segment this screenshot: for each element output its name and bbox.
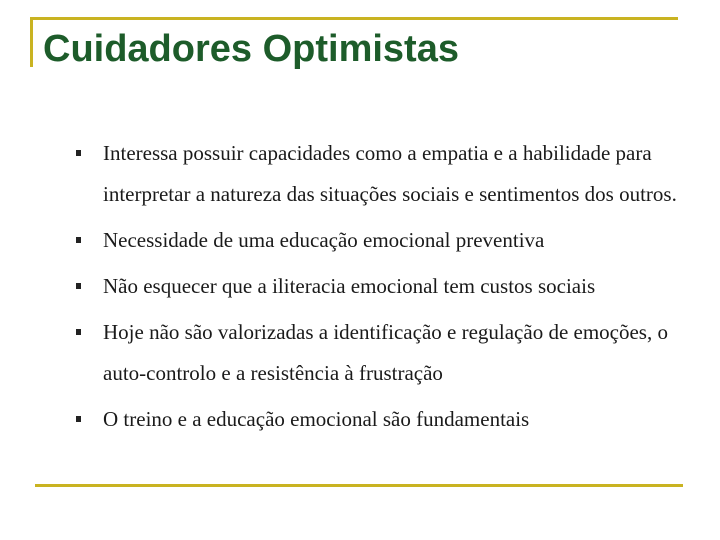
bullet-text: Necessidade de uma educação emocional preventiva <box>103 228 545 252</box>
left-accent-rule <box>30 17 33 67</box>
list-item <box>76 312 686 394</box>
bullet-list <box>76 133 686 445</box>
square-bullet-icon <box>76 329 81 335</box>
bullet-text: Hoje não são valorizadas a identificação e regulação de emoções, o auto-controlo e a resistência à frustração <box>103 320 668 385</box>
list-item <box>76 220 686 261</box>
bullet-text: O treino e a educação emocional são fundamentais <box>103 407 530 431</box>
square-bullet-icon <box>76 237 81 243</box>
bottom-accent-rule <box>35 484 683 487</box>
bullet-text: Não esquecer que a iliteracia emocional tem custos sociais <box>103 274 596 298</box>
square-bullet-icon <box>76 416 81 422</box>
bullet-text: Interessa possuir capacidades como a empatia e a habilidade para interpretar a natureza das situações sociais e sentimentos dos outros. <box>103 141 677 206</box>
slide-title: Cuidadores Optimistas <box>43 28 459 70</box>
list-item <box>76 133 686 215</box>
top-accent-rule <box>30 17 678 20</box>
list-item <box>76 399 686 440</box>
list-item <box>76 266 686 307</box>
square-bullet-icon <box>76 150 81 156</box>
square-bullet-icon <box>76 283 81 289</box>
